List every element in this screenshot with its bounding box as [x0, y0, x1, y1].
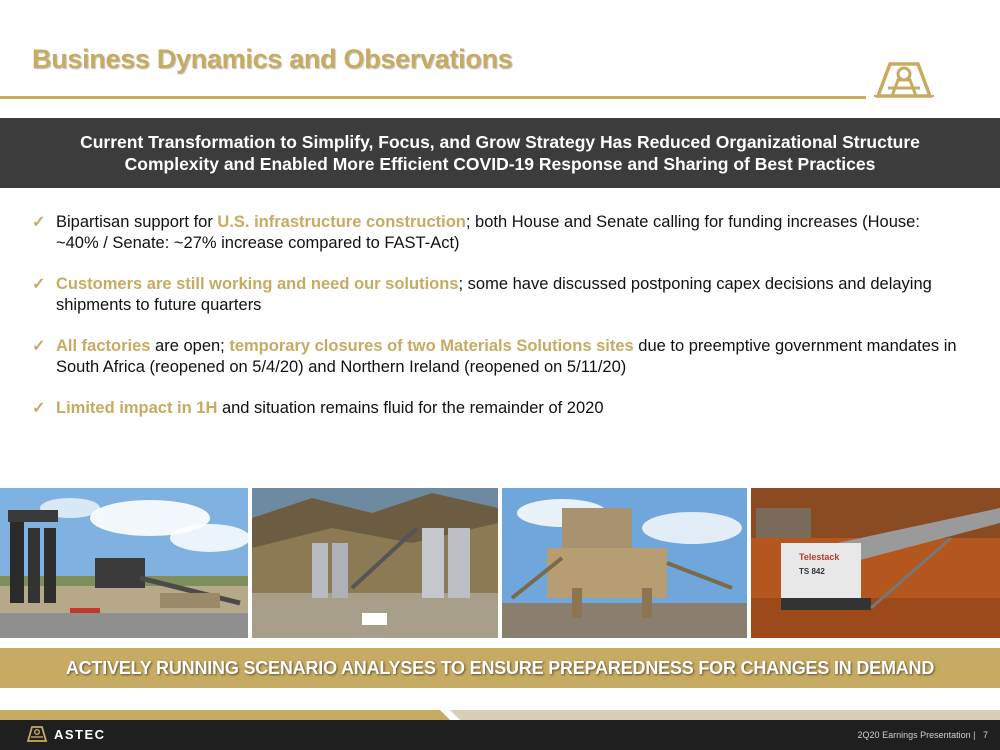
- page-number: 7: [982, 730, 988, 740]
- bullet-text: ; some have discussed postponing capex decisions and delaying shipments to future quarters: [56, 275, 932, 314]
- callout-text: ACTIVELY RUNNING SCENARIO ANALYSES TO ENSURE PREPAREDNESS FOR CHANGES IN DEMAND: [65, 657, 935, 678]
- page-title: Business Dynamics and Observations: [32, 44, 513, 74]
- headline-banner: [0, 118, 1000, 188]
- photo-telestack-conveyor: [751, 488, 1000, 638]
- presentation-name: 2Q20 Earnings Presentation |: [857, 730, 976, 740]
- photo-hillside-plant: [252, 488, 498, 638]
- bullet-impact: [32, 398, 962, 419]
- footer-logo: [26, 726, 106, 742]
- bullet-highlight: temporary closures of two Materials Solutions sites: [229, 337, 634, 355]
- banner-line-2: Complexity and Enabled More Efficient COVID-19 Response and Sharing of Best Practices: [124, 154, 876, 174]
- bullet-infrastructure: [32, 212, 962, 254]
- footer-bar: [0, 720, 1000, 750]
- astec-logo-icon: [872, 60, 936, 100]
- astec-small-logo-icon: [26, 726, 48, 742]
- bullet-text: and situation remains fluid for the remainder of 2020: [217, 399, 604, 417]
- bullet-text: Bipartisan support for: [56, 213, 218, 231]
- checkmark-icon: ✓: [32, 338, 46, 355]
- footer-brand: ASTEC: [54, 726, 106, 742]
- bullet-text: ; both House and Senate calling for funding increases (House: ~40% / Senate: ~27% increase compared to FAST-Act): [56, 213, 920, 252]
- checkmark-icon: ✓: [32, 276, 46, 293]
- observation-list: [32, 212, 962, 439]
- bullet-highlight: All factories: [56, 337, 151, 355]
- bullet-text: are open;: [150, 337, 230, 355]
- bullet-highlight: U.S. infrastructure construction: [217, 213, 466, 231]
- bullet-highlight: Limited impact in 1H: [56, 399, 218, 417]
- footer-page-info: [858, 730, 988, 740]
- photo-strip: [0, 488, 1000, 638]
- photo-screening-plant: [502, 488, 747, 638]
- checkmark-icon: ✓: [32, 214, 46, 231]
- bullet-customers: [32, 274, 962, 316]
- footer-stripe: [0, 710, 1000, 720]
- telestack-model: TS 842: [799, 567, 825, 576]
- banner-line-1: Current Transformation to Simplify, Focus, and Grow Strategy Has Reduced Organizational Structure: [80, 132, 920, 152]
- photo-asphalt-plant: [0, 488, 248, 638]
- telestack-brand: Telestack: [799, 552, 840, 562]
- bullet-highlight: Customers are still working and need our solutions: [56, 275, 459, 293]
- bullet-text: due to preemptive government mandates in South Africa (reopened on 5/4/20) and Northern Ireland (reopened on 5/11/20): [56, 337, 957, 376]
- title-divider: [0, 96, 866, 99]
- checkmark-icon: ✓: [32, 400, 46, 417]
- callout-banner: [0, 648, 1000, 688]
- bullet-factories: [32, 336, 962, 378]
